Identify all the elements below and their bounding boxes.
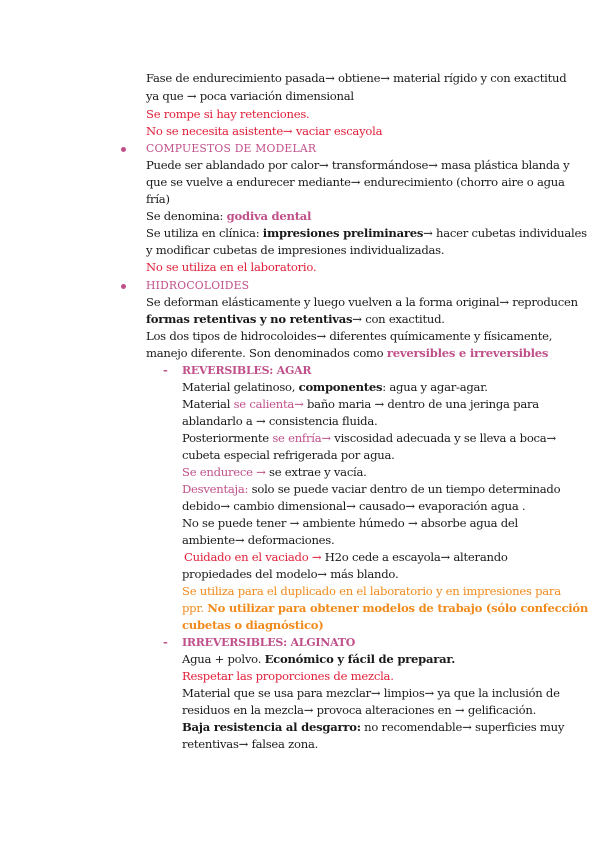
rev-humid-line-2: ambiente→ deformaciones. <box>182 533 335 547</box>
rev-heat-line-2: ablandarlo a → consistencia fluida. <box>182 414 378 428</box>
rev-usage-line-3: cubetas o diagnóstico) <box>182 618 324 632</box>
irr-mix-line-2: residuos en la mezcla→ provoca alteraciones en → gelificación. <box>182 703 537 717</box>
dash-marker: - <box>163 363 168 377</box>
rev-u2-plain: ppr. <box>182 601 208 615</box>
use-suffix: → hacer cubetas individuales <box>423 226 587 240</box>
rev-cool-line <box>182 430 556 447</box>
rev-material-line <box>182 379 488 396</box>
intro-warning-1: Se rompe si hay retenciones. <box>146 107 310 121</box>
use-bold: impresiones preliminares <box>262 226 424 240</box>
irr-mix-line: Material que se usa para mezclar→ limpios→ ya que la inclusión de <box>182 686 560 700</box>
rev-caution-line-2: propiedades del modelo→ más blando. <box>182 567 399 581</box>
dash-marker: - <box>163 635 168 649</box>
rev-d1-rest: solo se puede vaciar dentro de un tiempo determinado <box>248 482 561 496</box>
irr-b-rest: no recomendable→ superficies muy <box>360 720 565 734</box>
irr-b-bold: Baja resistencia al desgarro: <box>182 720 361 734</box>
rev-m1-rest: : agua y agar-agar. <box>382 380 488 394</box>
use-prefix: Se utiliza en clínica: <box>146 226 263 240</box>
rev-h1-prefix: Material <box>182 397 234 411</box>
rev-d1-pink: Desventaja: <box>182 482 249 496</box>
subheading-irreversibles: IRREVERSIBLES: ALGINATO <box>182 636 356 649</box>
rev-c1-prefix: Posteriormente <box>182 431 273 445</box>
irr-a-prefix: Agua + polvo. <box>182 652 265 666</box>
bullet-icon <box>121 284 126 289</box>
rev-u2-bold: No utilizar para obtener modelos de trabajo (sólo confección <box>207 601 589 615</box>
godiva-dental-term: godiva dental <box>226 209 312 223</box>
subheading-reversibles: REVERSIBLES: AGAR <box>182 364 312 377</box>
hidro-bold: formas retentivas y no retentivas <box>146 312 353 326</box>
intro-line-2: ya que → poca variación dimensional <box>146 89 354 103</box>
rev-disadvantage-line <box>182 481 560 498</box>
name-label: Se denomina: <box>146 209 227 223</box>
compuestos-lab-warning: No se utiliza en el laboratorio. <box>146 260 317 274</box>
irr-water-line <box>182 651 455 668</box>
rev-caution-line <box>184 549 508 566</box>
rev-heat-line <box>182 396 539 413</box>
rev-usage-line-2 <box>182 600 588 617</box>
hidro-line-3: Los dos tipos de hidrocoloides→ diferentes químicamente y físicamente, <box>146 329 553 343</box>
rev-disadvantage-line-2: debido→ cambio dimensional→ causado→ evaporación agua . <box>182 499 526 513</box>
compuestos-use-line <box>146 225 587 242</box>
rev-m1-bold: componentes <box>298 380 383 394</box>
compuestos-line-3: fría) <box>146 192 170 206</box>
rev-h1-rest: baño maria → dentro de una jeringa para <box>303 397 539 411</box>
rev-cool-line-2: cubeta especial refrigerada por agua. <box>182 448 395 462</box>
section-heading-compuestos: COMPUESTOS DE MODELAR <box>146 142 317 155</box>
rev-e-pink: Se endurece → <box>182 465 266 479</box>
rev-c1-pink: se enfría→ <box>272 431 331 445</box>
irr-resistance-line <box>182 719 564 736</box>
rev-harden-line <box>182 464 367 481</box>
compuestos-name-line <box>146 208 311 225</box>
hidro-rest: → con exactitud. <box>352 312 445 326</box>
bullet-icon <box>121 147 126 152</box>
rev-c1-rest: viscosidad adecuada y se lleva a boca→ <box>330 431 556 445</box>
compuestos-use-line-2: y modificar cubetas de impresiones individualizadas. <box>146 243 445 257</box>
intro-warning-2: No se necesita asistente→ vaciar escayola <box>146 124 383 138</box>
hidro-line-2 <box>146 311 445 328</box>
rev-usage-line: Se utiliza para el duplicado en el laboratorio y en impresiones para <box>182 584 561 598</box>
rev-h1-pink: se calienta→ <box>233 397 304 411</box>
section-heading-hidrocoloides: HIDROCOLOIDES <box>146 279 250 292</box>
hidro-line-4 <box>146 345 548 362</box>
rev-cv-rest: H2o cede a escayola→ alterando <box>321 550 508 564</box>
irr-a-bold: Económico y fácil de preparar. <box>264 652 455 666</box>
irr-resistance-line-2: retentivas→ falsea zona. <box>182 737 319 751</box>
intro-line-1: Fase de endurecimiento pasada→ obtiene→ material rígido y con exactitud <box>146 71 567 85</box>
rev-humid-line: No se puede tener → ambiente húmedo → absorbe agua del <box>182 516 519 530</box>
hidro-types: reversibles e irreversibles <box>386 346 549 360</box>
rev-cv-red: Cuidado en el vaciado → <box>184 550 322 564</box>
hidro-line-1: Se deforman elásticamente y luego vuelven a la forma original→ reproducen <box>146 295 578 309</box>
rev-e-rest: se extrae y vacía. <box>265 465 367 479</box>
hidro-line-4-prefix: manejo diferente. Son denominados como <box>146 346 387 360</box>
rev-m1-prefix: Material gelatinoso, <box>182 380 299 394</box>
irr-respect-line: Respetar las proporciones de mezcla. <box>182 669 394 683</box>
compuestos-line-2: que se vuelve a endurecer mediante→ endurecimiento (chorro aire o agua <box>146 175 565 189</box>
compuestos-line-1: Puede ser ablandado por calor→ transformándose→ masa plástica blanda y <box>146 158 570 172</box>
